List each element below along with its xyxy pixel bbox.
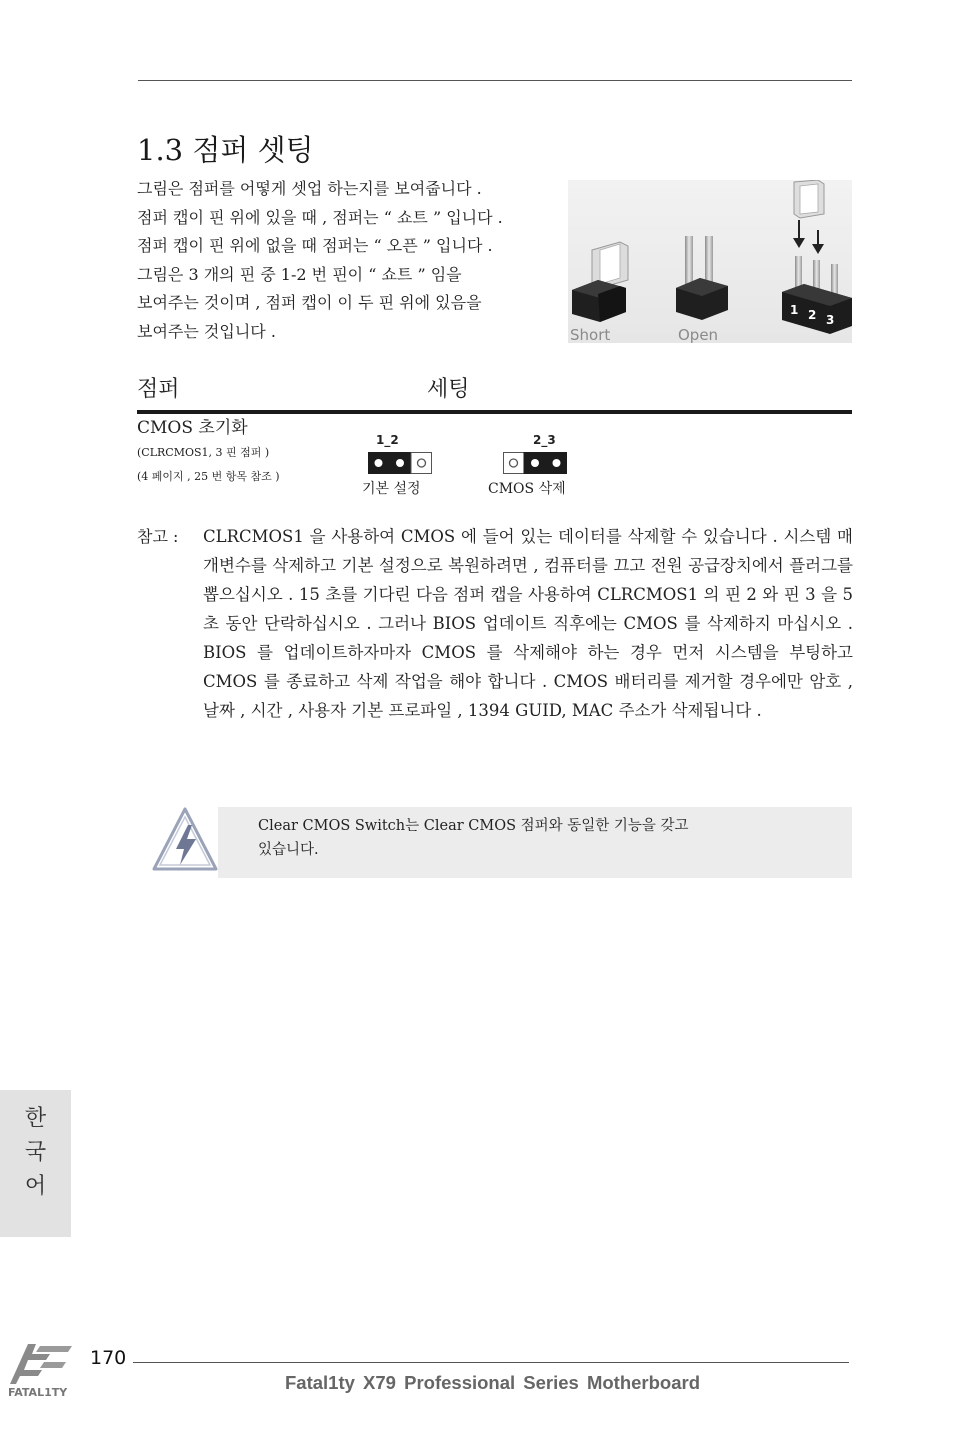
table-header-setting: 세팅 xyxy=(427,377,470,402)
pin-number: 1 xyxy=(790,303,799,317)
short-label: Short xyxy=(570,326,611,343)
pin-diagram-label-1-2: 1_2 xyxy=(376,433,399,447)
side-tab-char: 어 xyxy=(24,1174,47,1199)
intro-line: 점퍼 캡이 핀 위에 있을 때 , 점퍼는 “ 쇼트 ” 입니다 . xyxy=(137,207,503,227)
cmos-row-title: CMOS 초기화 xyxy=(137,418,248,438)
intro-line: 보여주는 것이며 , 점퍼 캡이 이 두 핀 위에 있음을 xyxy=(137,293,482,313)
cmos-row-reference: (4 페이지 , 25 번 항목 참조 ) xyxy=(137,470,280,483)
pin-caption-clear: CMOS 삭제 xyxy=(488,481,566,497)
page-number: 170 xyxy=(90,1347,127,1369)
callout-line: Clear CMOS Switch는 Clear CMOS 점퍼와 동일한 기능을 갖고 xyxy=(258,818,689,834)
intro-paragraph xyxy=(137,175,567,347)
note-label: 참고 : xyxy=(137,527,179,546)
top-rule xyxy=(138,80,852,81)
intro-line: 점퍼 캡이 핀 위에 없을 때 점퍼는 “ 오픈 ” 입니다 . xyxy=(137,236,493,256)
table-header-rule xyxy=(137,410,852,414)
side-tab-char: 국 xyxy=(24,1140,47,1165)
pin-number: 3 xyxy=(826,313,835,327)
side-tab-char: 한 xyxy=(24,1106,47,1131)
section-title: 1.3 점퍼 셋팅 xyxy=(137,133,314,167)
logo-text: FATAL1TY xyxy=(8,1386,68,1399)
warning-lightning-icon xyxy=(150,805,220,875)
intro-line: 보여주는 것입니다 . xyxy=(137,321,276,341)
footer-product-title: Fatal1ty X79 Professional Series Motherboard xyxy=(285,1372,701,1393)
intro-line: 그림은 3 개의 핀 중 1-2 번 핀이 “ 쇼트 ” 임을 xyxy=(137,264,462,284)
cmos-row-subtitle: (CLRCMOS1, 3 핀 점퍼 ) xyxy=(137,446,270,459)
intro-line: 그림은 점퍼를 어떻게 셋업 하는지를 보여줍니다 . xyxy=(137,179,482,198)
pin-caption-default: 기본 설정 xyxy=(362,481,421,497)
callout-text xyxy=(258,814,818,862)
pin-diagram-1-2 xyxy=(368,452,432,474)
pin-diagram-2-3 xyxy=(503,452,567,474)
pin-diagram-label-2-3: 2_3 xyxy=(533,433,556,447)
jumper-illustration xyxy=(568,180,852,343)
fatal1ty-logo xyxy=(6,1340,92,1402)
language-side-tab-label xyxy=(0,1102,71,1204)
open-label: Open xyxy=(678,326,719,343)
pin-number: 2 xyxy=(808,308,817,322)
table-header-jumper: 점퍼 xyxy=(137,377,180,402)
callout-line: 있습니다. xyxy=(258,842,319,858)
note-body: CLRCMOS1 을 사용하여 CMOS 에 들어 있는 데이터를 삭제할 수 있습니다 . 시스템 매개변수를 삭제하고 기본 설정으로 복원하려면 , 컴퓨터를 끄고 전원 공급장치에서 플러그를 뽑으십시오 . 15 초를 기다린 다음 점퍼 캡을 사용하여 CLRCMOS1 의 핀 2 와 핀 3 을 5 초 동안 단락하십시오 . 그러나 BIOS 업데이트 직후에는 CMOS 를 삭제하지 마십시오 . BIOS 를 업데이트하자마자 CMOS 를 삭제해야 하는 경우 먼저 시스템을 부팅하고 CMOS 를 종료하고 삭제 작업을 해야 합니다 . CMOS 배터리를 제거할 경우에만 암호 , 날짜 , 시간 , 사용자 기본 프로파일 , 1394 GUID, MAC 주소가 삭제됩니다 . xyxy=(203,527,853,720)
footer-rule xyxy=(133,1362,849,1363)
